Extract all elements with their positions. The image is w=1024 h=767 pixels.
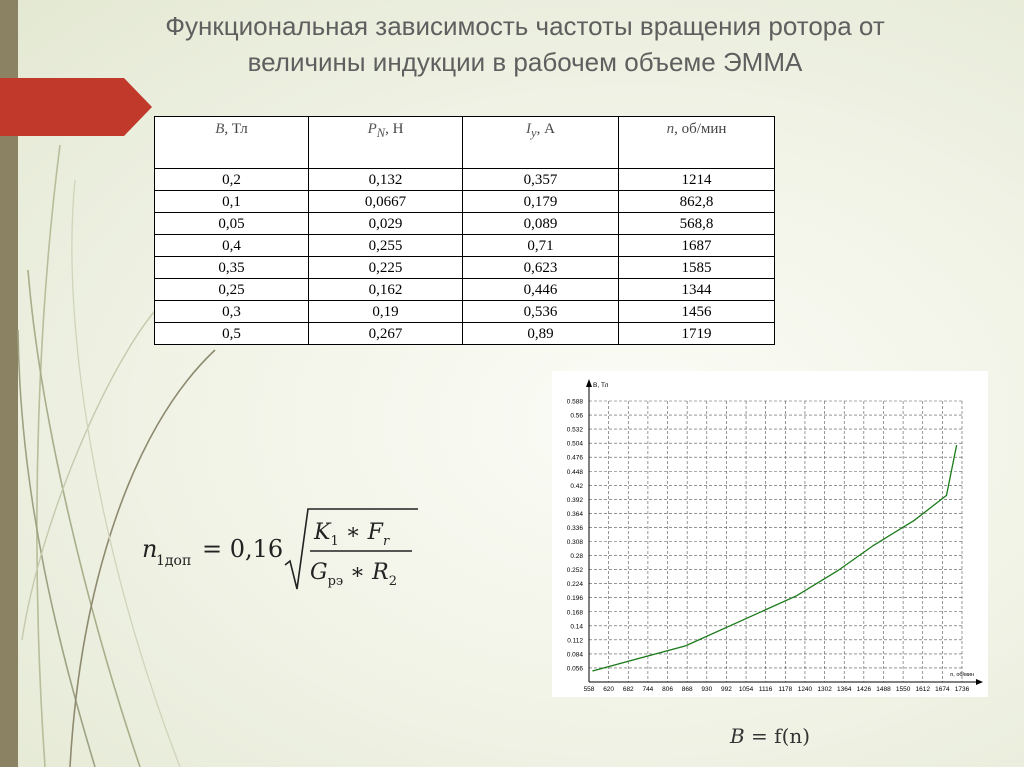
title-line-1: Функциональная зависимость частоты вращения ротора от	[165, 11, 885, 41]
table-cell: 0,89	[463, 323, 619, 345]
y-axis-label: B, Тл	[593, 382, 609, 389]
table-cell: 0,4	[155, 235, 309, 257]
series-line	[592, 445, 956, 671]
table-header-row	[155, 117, 775, 169]
x-tick-label: 1674	[935, 686, 950, 693]
y-tick-label: 0.308	[566, 539, 583, 546]
x-tick-label: 1612	[915, 686, 930, 693]
table-cell: 0,5	[155, 323, 309, 345]
table-cell: 568,8	[619, 213, 775, 235]
chart-caption: B = f(n)	[730, 724, 811, 748]
grass-line	[28, 270, 140, 767]
title-line-2: величины индукции в рабочем объеме ЭММА	[247, 47, 803, 77]
y-tick-label: 0.224	[566, 581, 583, 589]
x-tick-label: 744	[642, 686, 654, 693]
y-tick-label: 0.168	[566, 609, 583, 617]
table-row	[155, 235, 775, 257]
y-tick-label: 0.084	[566, 651, 583, 659]
table-cell: 0,71	[463, 235, 619, 257]
x-tick-label: 1178	[778, 686, 793, 693]
slide-title	[30, 8, 1020, 80]
y-axis-arrow	[586, 379, 592, 387]
formula-coefficient: = 0,16	[202, 535, 284, 563]
x-axis-arrow	[976, 679, 983, 685]
header-n: n, об/мин	[619, 117, 775, 169]
x-tick-label: 1488	[876, 686, 891, 693]
y-tick-label: 0.42	[570, 482, 583, 490]
formula-lhs-sub: 1доп	[156, 553, 192, 569]
chart-svg	[552, 371, 988, 697]
header-b: B, Тл	[155, 117, 309, 169]
table-cell: 862,8	[619, 191, 775, 213]
y-tick-label: 0.504	[566, 440, 583, 448]
table-cell: 1687	[619, 235, 775, 257]
table-cell: 0,162	[309, 279, 463, 301]
table-row	[155, 169, 775, 191]
table-row	[155, 257, 775, 279]
speed-formula	[140, 505, 420, 603]
table-cell: 0,255	[309, 235, 463, 257]
formula-denominator: $G_{рэ}$ ∗ $R_2$	[310, 560, 397, 589]
table-row	[155, 323, 775, 345]
header-iy: $I_y$, А	[463, 117, 619, 169]
x-tick-label: 1116	[758, 686, 773, 693]
chart-panel	[552, 371, 988, 697]
formula-graphic	[140, 505, 420, 597]
y-tick-label: 0.112	[567, 637, 583, 645]
table-cell: 0,35	[155, 257, 309, 279]
table-cell: 0,267	[309, 323, 463, 345]
y-tick-label: 0.448	[566, 468, 583, 476]
y-tick-label: 0.28	[570, 553, 583, 561]
header-pn: $P_N$, Н	[309, 117, 463, 169]
table-cell: 0,357	[463, 169, 619, 191]
x-tick-label: 1240	[797, 686, 813, 693]
table-cell: 1344	[619, 279, 775, 301]
y-tick-label: 0.14	[570, 623, 583, 631]
y-tick-label: 0.588	[566, 398, 583, 406]
formula-numerator: $K_1$ ∗ $F_r$	[314, 520, 390, 549]
table-cell: 0,1	[155, 191, 309, 213]
x-tick-label: 1302	[817, 686, 832, 693]
table-body	[155, 169, 775, 345]
table-cell: 1585	[619, 257, 775, 279]
x-tick-label: 806	[662, 686, 673, 693]
y-tick-label: 0.252	[566, 567, 583, 575]
x-tick-label: 558	[583, 686, 595, 693]
x-tick-label: 620	[603, 686, 615, 693]
table-cell: 0,25	[155, 279, 309, 301]
y-tick-label: 0.336	[566, 524, 583, 532]
table-cell: 0,0667	[309, 191, 463, 213]
y-tick-label: 0.532	[566, 426, 583, 434]
table-cell: 1214	[619, 169, 775, 191]
x-tick-label: 1550	[895, 686, 911, 693]
table-row	[155, 191, 775, 213]
table-cell: 0,05	[155, 213, 309, 235]
y-tick-label: 0.364	[566, 510, 583, 518]
y-tick-label: 0.056	[566, 665, 583, 673]
table-cell: 0,19	[309, 301, 463, 323]
y-tick-label: 0.196	[566, 595, 583, 603]
table-cell: 0,132	[309, 169, 463, 191]
table-cell: 1719	[619, 323, 775, 345]
table-row	[155, 213, 775, 235]
formula-lhs: n	[142, 535, 158, 563]
table-cell: 0,3	[155, 301, 309, 323]
y-tick-label: 0.56	[570, 412, 583, 420]
table-cell: 0,089	[463, 213, 619, 235]
table-cell: 0,446	[463, 279, 619, 301]
x-tick-label: 1736	[954, 686, 970, 693]
x-tick-label: 1426	[856, 686, 872, 693]
table-cell: 1456	[619, 301, 775, 323]
x-tick-label: 1364	[836, 686, 852, 693]
data-table	[154, 116, 775, 345]
x-tick-label: 868	[681, 686, 693, 693]
table-cell: 0,2	[155, 169, 309, 191]
table-cell: 0,623	[463, 257, 619, 279]
x-tick-label: 992	[720, 686, 732, 693]
table-cell: 0,029	[309, 213, 463, 235]
x-tick-label: 682	[622, 686, 634, 693]
y-tick-label: 0.476	[566, 454, 583, 462]
table-row	[155, 301, 775, 323]
x-axis-label: n, об/мин	[950, 672, 974, 678]
x-tick-label: 930	[701, 686, 713, 693]
title-accent-arrow	[0, 78, 152, 136]
table-cell: 0,225	[309, 257, 463, 279]
table-cell: 0,179	[463, 191, 619, 213]
table-cell: 0,536	[463, 301, 619, 323]
y-tick-label: 0.392	[566, 496, 583, 504]
x-tick-label: 1054	[738, 686, 754, 693]
table-row	[155, 279, 775, 301]
